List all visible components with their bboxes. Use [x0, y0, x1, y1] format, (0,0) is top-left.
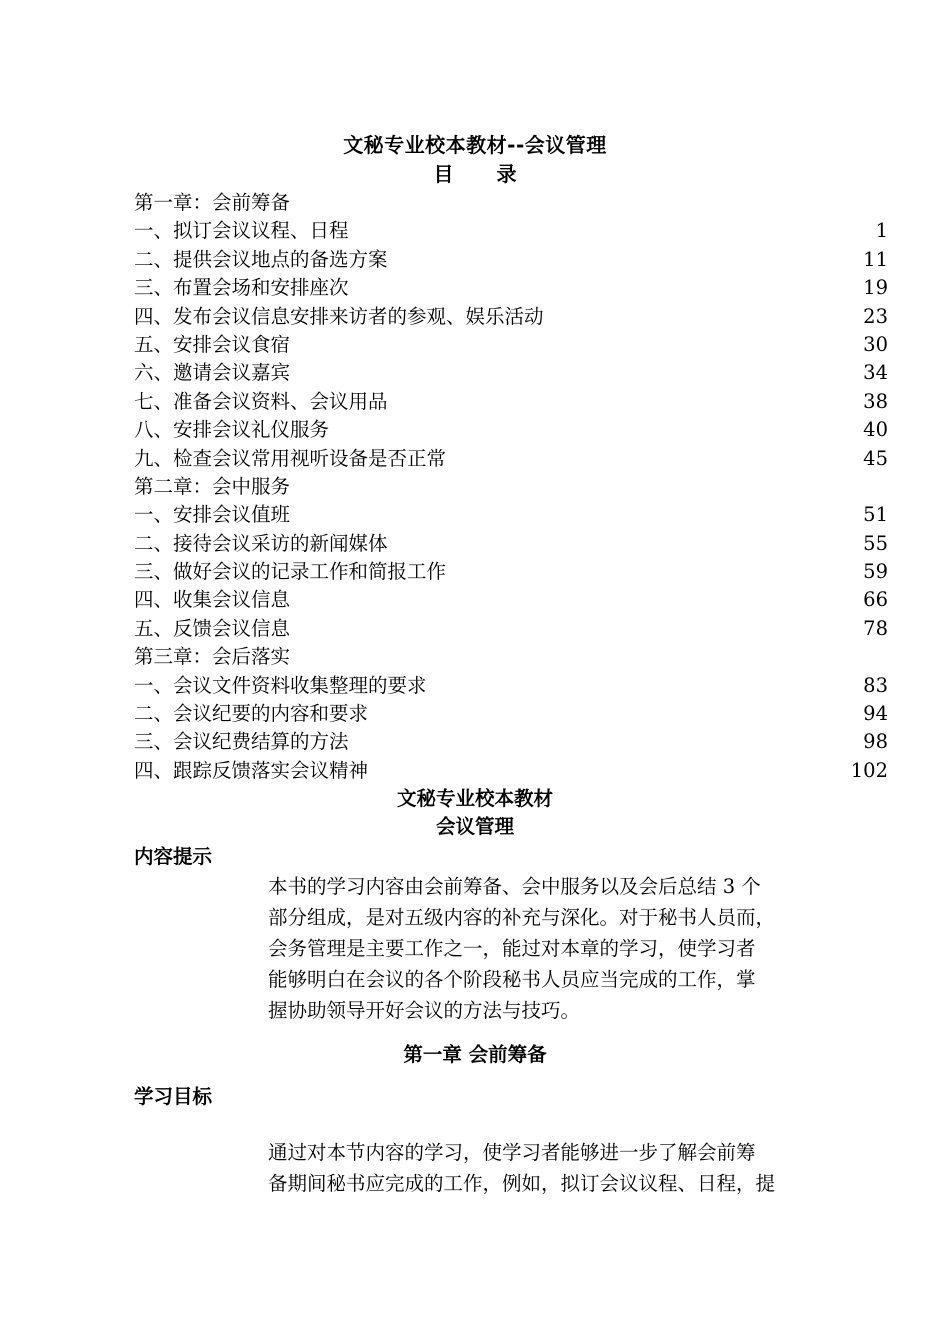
toc-entry: 第三章：会后落实: [134, 645, 291, 669]
toc-entry: 九、检查会议常用视听设备是否正常 45: [134, 446, 888, 470]
toc-heading: 目 录: [433, 162, 535, 186]
book-subtitle: 会议管理: [435, 815, 514, 838]
table-of-contents: [134, 189, 888, 785]
toc-entry: 八、安排会议礼仪服务 40: [134, 418, 888, 442]
toc-entry: 二、提供会议地点的备选方案 11: [134, 247, 888, 271]
toc-entry: 第一章：会前筹备: [134, 191, 291, 214]
document-title: 文秘专业校本教材--会议管理: [343, 133, 607, 157]
toc-entry: 四、发布会议信息安排来访者的参观、娱乐活动 23: [134, 304, 888, 328]
objectives-paragraph: 通过对本节内容的学习，使学习者能够进一步了解会前筹 备期间秘书应完成的工作，例如，拟订会议议程、日程，提: [268, 1141, 776, 1195]
toc-entry: 二、接待会议采访的新闻媒体 55: [134, 531, 888, 555]
book-title: 文秘专业校本教材: [396, 787, 553, 810]
chapter-heading: 第一章 会前筹备: [403, 1043, 547, 1066]
toc-entry: 六、邀请会议嘉宾 34: [134, 361, 888, 385]
toc-entry: 五、反馈会议信息 78: [134, 616, 888, 640]
toc-entry: 三、做好会议的记录工作和简报工作 59: [134, 560, 888, 584]
objectives-label: 学习目标: [134, 1085, 213, 1108]
toc-entry: 一、安排会议值班 51: [134, 503, 888, 527]
toc-entry: 三、布置会场和安排座次 19: [134, 276, 888, 300]
toc-entry: 四、收集会议信息 66: [134, 588, 888, 612]
toc-entry: 七、准备会议资料、会议用品 38: [134, 389, 888, 413]
summary-label: 内容提示: [134, 845, 213, 868]
toc-entry: 第二章：会中服务: [134, 474, 291, 498]
summary-paragraph: 本书的学习内容由会前筹备、会中服务以及会后总结 3 个 部分组成，是对五级内容的补充与深化。对于秘书人员而， 会务管理是主要工作之一，能过对本章的学习，使学习者 能够明白在会议的各个阶段秘书人员应当完成的工作，掌 握协助领导开好会议的方法与技巧。: [268, 875, 776, 1022]
toc-entry: 一、会议文件资料收集整理的要求 83: [134, 673, 888, 697]
toc-entry: 五、安排会议食宿 30: [134, 332, 888, 356]
toc-entry: 二、会议纪要的内容和要求 94: [134, 702, 888, 726]
toc-entry: 四、跟踪反馈落实会议精神 102: [134, 758, 888, 782]
toc-entry: 三、会议纪费结算的方法 98: [134, 730, 888, 754]
toc-entry: 一、拟订会议议程、日程 1: [134, 219, 888, 243]
